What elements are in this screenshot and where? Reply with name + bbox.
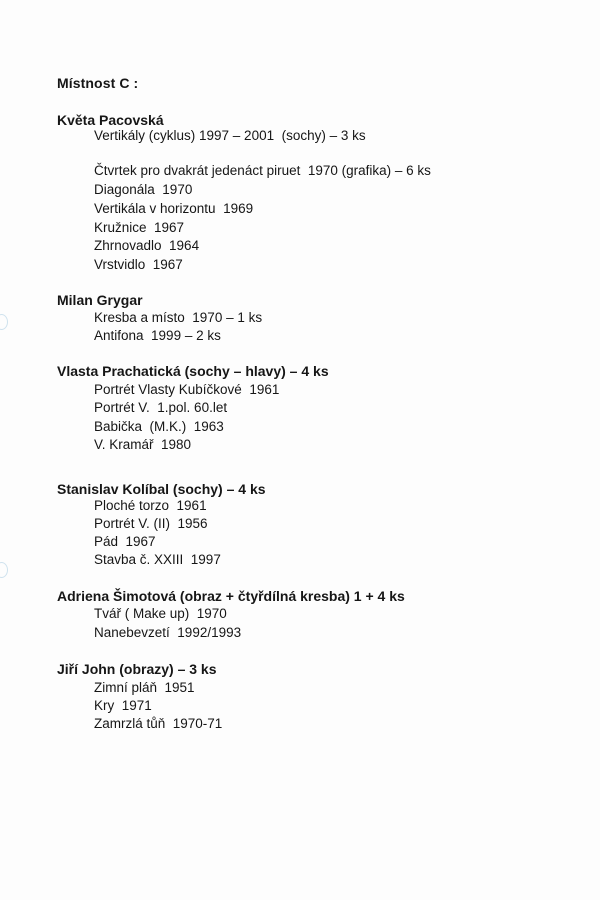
work-item: Čtvrtek pro dvakrát jedenáct piruet 1970 (grafika) – 6 ks	[94, 163, 431, 178]
work-item: Diagonála 1970	[94, 182, 193, 197]
punch-hole-top-icon	[0, 314, 8, 330]
work-item: Portrét V. 1.pol. 60.let	[94, 400, 228, 415]
work-item: Babička (M.K.) 1963	[94, 419, 224, 434]
work-item: Nanebevzetí 1992/1993	[94, 625, 242, 640]
work-item: Zhrnovadlo 1964	[94, 238, 200, 253]
artist-heading-grygar: Milan Grygar	[57, 292, 143, 308]
work-item: Vertikály (cyklus) 1997 – 2001 (sochy) – 3 ks	[94, 128, 366, 143]
work-item: Ploché torzo 1961	[94, 498, 207, 513]
work-item: V. Kramář 1980	[94, 437, 192, 452]
work-item: Zimní pláň 1951	[94, 680, 195, 695]
work-item: Vrstvidlo 1967	[94, 257, 183, 272]
artist-heading-john: Jiří John (obrazy) – 3 ks	[57, 661, 217, 677]
work-item: Zamrzlá tůň 1970-71	[94, 716, 223, 731]
work-item: Antifona 1999 – 2 ks	[94, 328, 221, 343]
artist-heading-kolibal: Stanislav Kolíbal (sochy) – 4 ks	[57, 481, 266, 497]
work-item: Portrét V. (II) 1956	[94, 516, 208, 531]
work-item: Portrét Vlasty Kubíčkové 1961	[94, 382, 280, 397]
work-item: Kružnice 1967	[94, 220, 185, 235]
work-item: Pád 1967	[94, 534, 156, 549]
work-item: Tvář ( Make up) 1970	[94, 606, 227, 621]
artist-heading-simotova: Adriena Šimotová (obraz + čtyřdílná kresba) 1 + 4 ks	[57, 588, 405, 604]
work-item: Vertikála v horizontu 1969	[94, 201, 254, 216]
room-title: Místnost C :	[57, 75, 139, 91]
work-item: Kry 1971	[94, 698, 152, 713]
artist-heading-pacovska: Květa Pacovská	[57, 112, 164, 128]
punch-hole-bottom-icon	[0, 562, 8, 578]
work-item: Stavba č. XXIII 1997	[94, 552, 221, 567]
work-item: Kresba a místo 1970 – 1 ks	[94, 310, 263, 325]
artist-heading-prachaticka: Vlasta Prachatická (sochy – hlavy) – 4 ks	[57, 363, 329, 379]
